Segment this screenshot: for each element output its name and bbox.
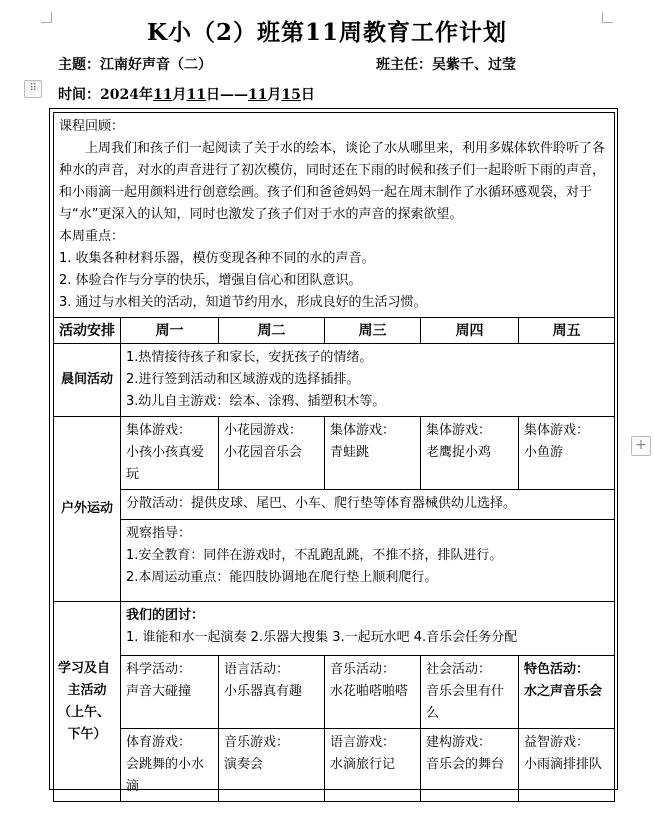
time-day-char-2: 日 — [300, 87, 315, 103]
learning-label-line-2: 主活动 — [67, 682, 107, 698]
activity-type: 体育游戏： — [126, 735, 192, 750]
learning-row-1 — [54, 656, 615, 729]
outdoor-game-thursday — [421, 417, 519, 490]
morning-cell — [121, 344, 615, 417]
outdoor-game-monday — [121, 417, 219, 490]
outdoor-game-wednesday — [325, 417, 421, 490]
learning-r2-thursday — [421, 729, 519, 802]
learning-r2-friday — [519, 729, 615, 802]
time-start-day: 11 — [186, 87, 206, 103]
activity-name: 水之声音乐会 — [524, 684, 603, 699]
review-cell — [54, 113, 615, 318]
header-monday: 周一 — [121, 318, 219, 344]
learning-label-line-4: 下午） — [67, 726, 107, 742]
activity-type: 益智游戏： — [524, 735, 590, 750]
theme-line — [58, 54, 212, 74]
activity-name: 音乐会里有什么 — [426, 684, 505, 721]
focus-heading: 本周重点： — [59, 229, 125, 244]
activity-name: 音乐会的舞台 — [426, 757, 505, 772]
activity-name: 演奏会 — [224, 757, 264, 772]
outdoor-game-name: 小花园音乐会 — [224, 445, 303, 460]
time-dash: —— — [219, 87, 248, 103]
outdoor-game-type: 集体游戏： — [126, 423, 192, 438]
learning-r1-wednesday — [325, 656, 421, 729]
activity-name: 会跳舞的小水滴 — [126, 757, 205, 794]
learning-group-row — [54, 602, 615, 656]
outdoor-game-name: 小孩小孩真爱玩 — [126, 445, 205, 482]
activity-name: 小乐器真有趣 — [224, 684, 303, 699]
outdoor-game-type: 集体游戏： — [330, 423, 396, 438]
learning-r2-tuesday — [219, 729, 325, 802]
outdoor-scatter-row — [54, 490, 615, 520]
morning-item-1: 1.热情接待孩子和家长，安抚孩子的情绪。 — [126, 350, 373, 365]
outdoor-game-friday — [519, 417, 615, 490]
outdoor-game-name: 青蛙跳 — [330, 445, 370, 460]
activity-name: 水滴旅行记 — [330, 757, 396, 772]
activity-type: 语言活动： — [224, 662, 290, 677]
learning-r1-monday — [121, 656, 219, 729]
outdoor-label: 户外运动 — [54, 417, 121, 602]
outdoor-observe-cell — [121, 520, 615, 602]
morning-row — [54, 344, 615, 417]
observe-heading: 观察指导： — [126, 526, 192, 541]
focus-item-2: 2. 体验合作与分享的快乐，增强自信心和团队意识。 — [59, 273, 362, 288]
activity-type: 特色活动： — [524, 662, 590, 677]
page-title: K小（2）班第11周教育工作计划 — [146, 19, 507, 46]
table-move-handle-icon[interactable]: ⠿ — [24, 80, 42, 98]
time-end-day: 15 — [281, 87, 301, 103]
outdoor-games-row — [54, 417, 615, 490]
activity-type: 音乐游戏： — [224, 735, 290, 750]
learning-label-line-1: 学习及自 — [58, 660, 111, 676]
theme-label: 主题： — [58, 57, 100, 73]
outdoor-scatter-cell: 分散活动：提供皮球、尾巴、小车、爬行垫等体育器械供幼儿选择。 — [121, 490, 615, 520]
activity-type: 音乐活动： — [330, 662, 396, 677]
learning-row-2 — [54, 729, 615, 802]
learning-r2-wednesday — [325, 729, 421, 802]
outdoor-game-name: 老鹰捉小鸡 — [426, 445, 492, 460]
learning-r1-tuesday — [219, 656, 325, 729]
teacher-line — [376, 54, 516, 74]
teacher-value: 吴紫千、过莹 — [432, 57, 516, 73]
morning-item-3: 3.幼儿自主游戏：绘本、涂鸦、插塑积木等。 — [126, 394, 386, 409]
learning-r1-thursday — [421, 656, 519, 729]
focus-item-1: 1. 收集各种材料乐器，模仿变现各种不同的水的声音。 — [59, 251, 375, 266]
observe-item-1: 1.安全教育：同伴在游戏时，不乱跑乱跳，不推不挤，排队进行。 — [126, 548, 503, 563]
theme-value: 江南好声音（二） — [100, 57, 212, 73]
outdoor-game-name: 小鱼游 — [524, 445, 564, 460]
header-tuesday: 周二 — [219, 318, 325, 344]
header-thursday: 周四 — [421, 318, 519, 344]
learning-label-line-3: （上午、 — [58, 704, 111, 720]
time-label: 时间： — [58, 87, 100, 103]
time-month-char-2: 月 — [267, 87, 282, 103]
teacher-label: 班主任： — [376, 57, 432, 73]
time-line — [58, 84, 315, 104]
outdoor-observe-row — [54, 520, 615, 602]
activity-type: 社会活动： — [426, 662, 492, 677]
weekly-plan-table — [53, 112, 615, 802]
activity-type: 建构游戏： — [426, 735, 492, 750]
time-year: 2024年 — [100, 87, 153, 103]
morning-label: 晨间活动 — [54, 344, 121, 417]
activity-name: 水花啪嗒啪嗒 — [330, 684, 409, 699]
header-activity-label: 活动安排 — [54, 318, 121, 344]
learning-r1-friday — [519, 656, 615, 729]
review-heading: 课程回顾： — [59, 119, 125, 134]
outdoor-game-tuesday — [219, 417, 325, 490]
time-end-month: 11 — [247, 87, 268, 103]
time-month-char: 月 — [172, 87, 187, 103]
learning-r2-monday — [121, 729, 219, 802]
time-start-month: 11 — [152, 87, 173, 103]
activity-name: 声音大碰撞 — [126, 684, 192, 699]
review-row — [54, 113, 615, 318]
observe-item-2: 2.本周运动重点：能四肢协调地在爬行垫上顺利爬行。 — [126, 570, 438, 585]
header-wednesday: 周三 — [325, 318, 421, 344]
schedule-header-row — [54, 318, 615, 344]
activity-type: 语言游戏： — [330, 735, 396, 750]
activity-name: 小雨滴排排队 — [524, 757, 603, 772]
outdoor-game-type: 小花园游戏： — [224, 423, 303, 438]
add-column-icon[interactable]: + — [631, 436, 651, 456]
header-friday: 周五 — [519, 318, 615, 344]
activity-type: 科学活动： — [126, 662, 192, 677]
group-items: 1. 谁能和水一起演奏 2.乐器大搜集 3.一起玩水吧 4.音乐会任务分配 — [126, 630, 518, 645]
group-heading: 我们的团讨： — [126, 608, 205, 623]
outdoor-game-type: 集体游戏： — [524, 423, 590, 438]
morning-item-2: 2.进行签到活动和区域游戏的选择插排。 — [126, 372, 360, 387]
learning-label — [54, 602, 121, 802]
learning-group-cell — [121, 602, 615, 656]
review-paragraph: 上周我们和孩子们一起阅读了关于水的绘本，谈论了水从哪里来，利用多媒体软件聆听了各种水的声音，对水的声音进行了初次模仿，同时还在下雨的时候和孩子们一起聆听下雨的声音，和小雨滴一起用颜料进行创意绘画。孩子们和爸爸妈妈一起在周末制作了水循环感观袋，对于与“水”更深入的认知，同时也激发了孩子们对于水的声音的探索欲望。 — [59, 141, 606, 222]
time-day-char: 日 — [205, 87, 220, 103]
outdoor-game-type: 集体游戏： — [426, 423, 492, 438]
focus-item-3: 3. 通过与水相关的活动，知道节约用水，形成良好的生活习惯。 — [59, 295, 427, 310]
